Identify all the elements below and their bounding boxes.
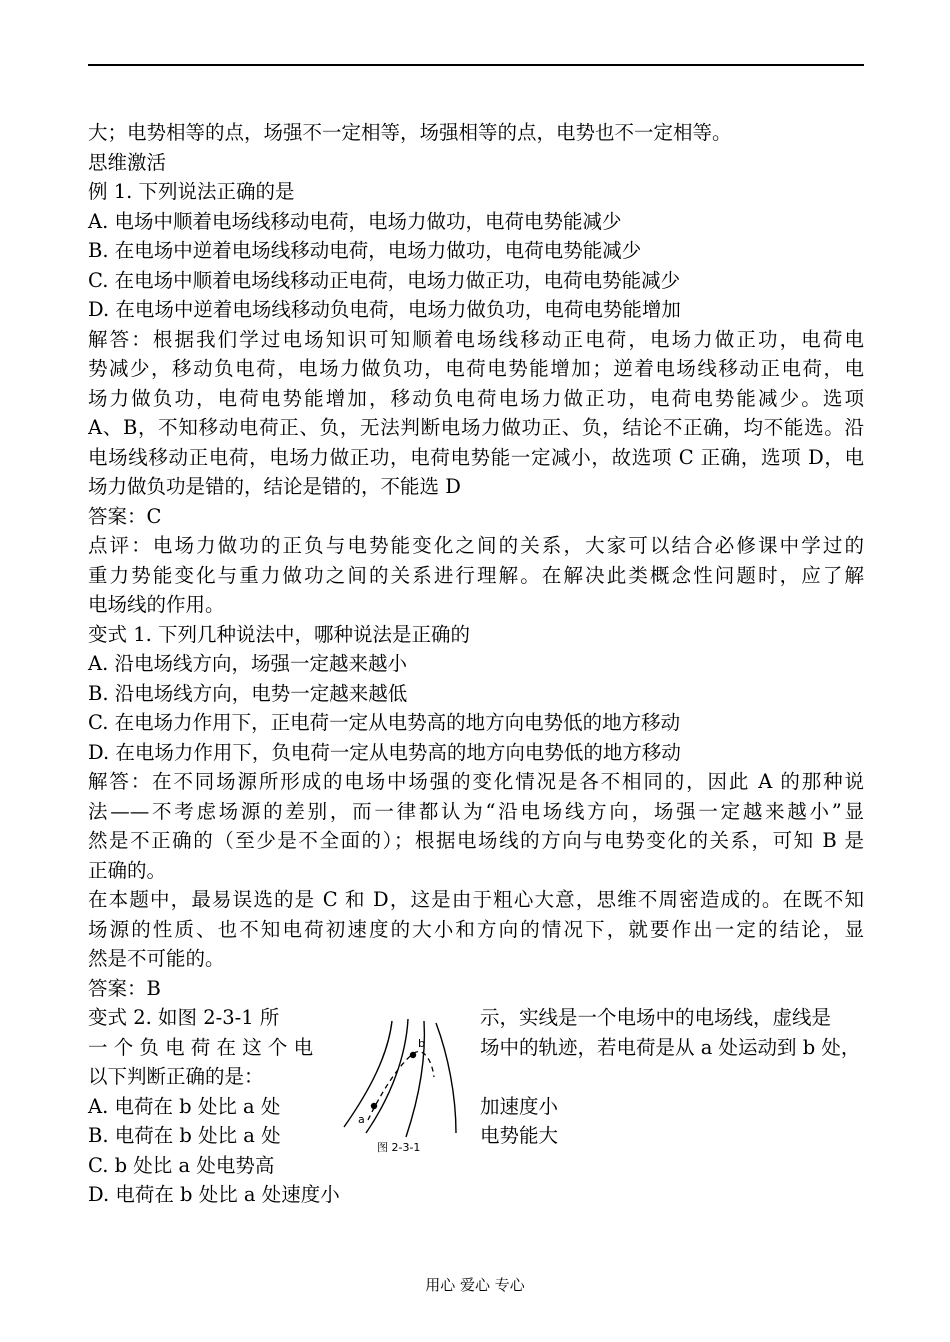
answer-explanation-line: 解答：根据我们学过电场知识可知顺着电场线移动正电荷，电场力做正功，电荷电 [88, 327, 864, 351]
section-heading: 思维激活 [88, 150, 167, 174]
option-a [88, 1092, 864, 1122]
analysis-line: 场源的性质、也不知电荷初速度的大小和方向的情况下，就要作出一定的结论，显 [88, 917, 864, 941]
field-line-diagram [340, 1015, 470, 1140]
field-line-4 [436, 1023, 456, 1133]
answer-explanation-line: A、B，不知移动电荷正、负，无法判断电场力做功正、负，结论不正确，均不能选。沿 [88, 416, 864, 439]
analysis-line: 然是不可能的。 [88, 947, 225, 970]
option-d [88, 1180, 864, 1210]
answer-line: 答案：B [88, 976, 161, 1000]
option-b: B. 沿电场线方向，电势一定越来越低 [88, 681, 408, 705]
point-b-marker [410, 1052, 416, 1058]
example-title: 例 1. 下列说法正确的是 [88, 180, 295, 203]
option-a: A. 电场中顺着电场线移动电荷，电场力做功，电荷电势能减少 [88, 209, 622, 233]
analysis-line: 在本题中，最易误选的是 C 和 D，这是由于粗心大意，思维不周密造成的。在既不知 [88, 888, 864, 911]
page-footer: 用心 爱心 专心 [425, 1276, 525, 1294]
variant2-text-left: 以下判断正确的是： [88, 1065, 264, 1088]
comment-line: 重力势能变化与重力做功之间的关系进行理解。在解决此类概念性问题时，应了解 [88, 563, 864, 587]
answer-explanation-line: 场力做负功是错的，结论是错的，不能选 D [88, 475, 461, 498]
variant2-text-left: 变式 2. 如图 2-3-1 所 [88, 1006, 280, 1029]
label-a: a [358, 1113, 365, 1126]
option-a: A. 沿电场线方向，场强一定越来越小 [88, 652, 407, 675]
answer-explanation-line: 电场线移动正电荷，电场力做正功，电荷电势能一定减小，故选项 C 正确，选项 D，电 [88, 445, 864, 469]
header-rule [88, 64, 864, 66]
option-c: C. 在电场力作用下，正电荷一定从电势高的地方向电势低的地方移动 [88, 711, 681, 734]
document-body [88, 118, 864, 1210]
comment-line: 电场线的作用。 [88, 593, 225, 616]
option-b [88, 1121, 864, 1151]
option-c [88, 1151, 864, 1181]
point-a-marker [371, 1103, 377, 1109]
answer-explanation-line: 场力做负功，电荷电势能增加，移动负电荷电场力做正功，电荷电势能减少。选项 [88, 386, 864, 410]
option-b-left: B. 电荷在 b 处比 a 处 [88, 1124, 281, 1147]
option-c: C. 在电场中顺着电场线移动正电荷，电场力做正功，电荷电势能减少 [88, 268, 681, 292]
option-d: D. 在电场中逆着电场线移动负电荷，电场力做负功，电荷电势能增加 [88, 298, 681, 321]
variant2-text-left: 一 个 负 电 荷 在 这 个 电 [88, 1035, 314, 1059]
field-line-2 [366, 1019, 408, 1133]
option-a-right: 加速度小 [480, 1094, 559, 1118]
variant2-text-right: 示，实线是一个电场中的电场线，虚线是 [480, 1006, 832, 1029]
variant-title: 变式 1. 下列几种说法中，哪种说法是正确的 [88, 622, 471, 646]
variant2-text-right: 场中的轨迹，若电荷是从 a 处运动到 b 处， [480, 1035, 861, 1059]
comment-line: 点评：电场力做功的正负与电势能变化之间的关系，大家可以结合必修课中学过的 [88, 534, 864, 557]
label-b: b [418, 1037, 425, 1050]
variant2-row [88, 1033, 864, 1063]
variant2-row [88, 1062, 864, 1092]
answer-explanation-line: 正确的。 [88, 858, 167, 882]
option-b: B. 在电场中逆着电场线移动电荷，电场力做功，电荷电势能减少 [88, 239, 642, 262]
option-d-text: D. 电荷在 b 处比 a 处速度小 [88, 1183, 340, 1206]
option-d: D. 在电场力作用下，负电荷一定从电势高的地方向电势低的地方移动 [88, 740, 681, 764]
figure-caption: 图 2-3-1 [377, 1141, 421, 1154]
answer-explanation-line: 法——不考虑场源的差别，而一律都认为“沿电场线方向，场强一定越来越小”显 [88, 799, 864, 823]
answer-line: 答案：C [88, 504, 162, 528]
answer-explanation-line: 势减少，移动负电荷，电场力做负功，电荷电势能增加；逆着电场线移动正电荷，电 [88, 357, 864, 380]
option-b-right: 电势能大 [480, 1124, 559, 1147]
text-line: 大；电势相等的点，场强不一定相等，场强相等的点，电势也不一定相等。 [88, 121, 732, 144]
answer-explanation-line: 然是不正确的（至少是不全面的）；根据电场线的方向与电势变化的关系，可知 B 是 [88, 829, 864, 852]
answer-explanation-line: 解答：在不同场源所形成的电场中场强的变化情况是各不相同的，因此 A 的那种说 [88, 770, 864, 793]
field-line-1 [344, 1021, 392, 1127]
option-c-text: C. b 处比 a 处电势高 [88, 1153, 275, 1177]
option-a-left: A. 电荷在 b 处比 a 处 [88, 1094, 281, 1118]
variant2-row [88, 1003, 864, 1033]
field-line-figure [340, 1015, 470, 1160]
